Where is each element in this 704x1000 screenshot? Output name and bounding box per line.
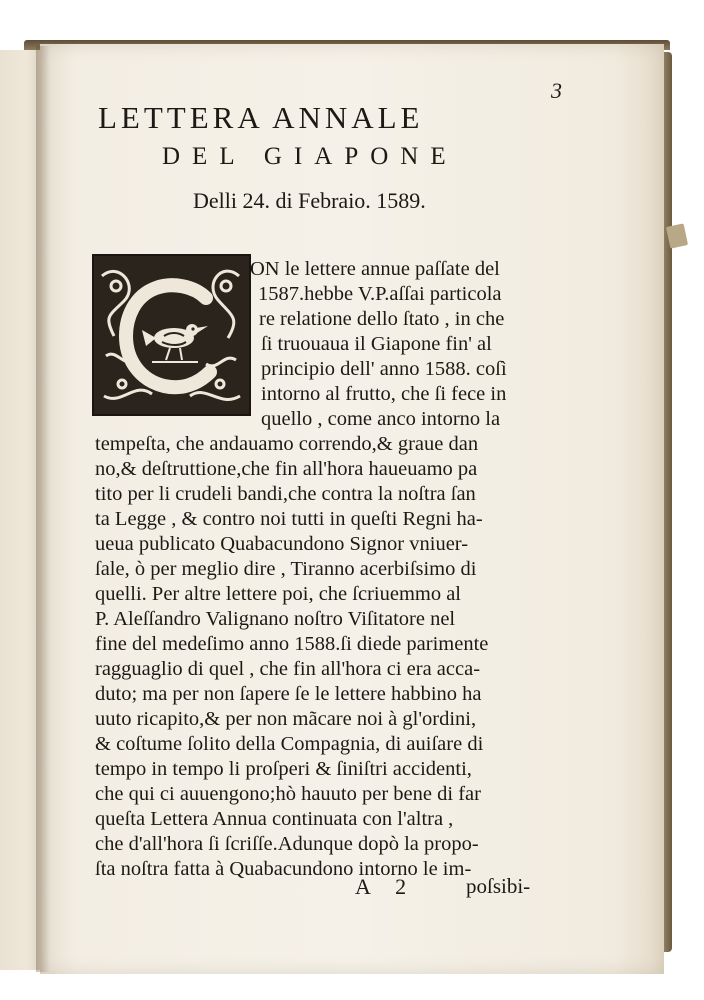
body-line-4: ſi truouaua il Giapone fin' al — [261, 333, 492, 355]
body-line-18: duto; ma per non ſapere ſe le lettere habbino ha — [95, 683, 482, 705]
signature-mark: A 2 — [355, 874, 417, 899]
body-line-16: fine del medeſimo anno 1588.ſi diede parimente — [95, 633, 489, 655]
body-line-11: ta Legge , & contro noi tutti in queſti Regni ha- — [95, 508, 483, 530]
date-line: Delli 24. di Febraio. 1589. — [193, 188, 426, 213]
catchword: poſsibi- — [466, 874, 531, 898]
page-title: LETTERA ANNALE — [98, 100, 424, 135]
body-line-20: & coſtume ſolito della Compagnia, di auiſare di — [95, 733, 484, 755]
body-line-22: che qui ci auuengono;hò hauuto per bene di far — [95, 783, 481, 805]
body-line-1: ON le lettere annue paſſate del — [250, 258, 500, 280]
body-line-12: ueua publicato Quabacundono Signor vniuer- — [95, 533, 469, 555]
body-line-15: P. Aleſſandro Valignano noſtro Viſitatore nel — [95, 608, 456, 630]
body-line-7: quello , come anco intorno la — [261, 408, 501, 430]
body-line-8: tempeſta, che andauamo correndo,& graue dan — [95, 433, 479, 455]
body-line-9: no,& deſtruttione,che fin all'hora haueuamo pa — [95, 458, 478, 480]
body-line-10: tito per li crudeli bandi,che contra la noſtra ſan — [95, 483, 476, 505]
body-line-24: che d'all'hora ſi ſcriſſe.Adunque dopò la propo- — [95, 833, 479, 855]
body-line-6: intorno al frutto, che ſi fece in — [261, 383, 507, 405]
body-line-3: re relatione dello ſtato , in che — [259, 308, 505, 330]
body-line-21: tempo in tempo li proſperi & ſiniſtri accidenti, — [95, 758, 472, 780]
page-number: 3 — [551, 78, 562, 103]
body-line-17: ragguaglio di quel , che fin all'hora ci era acca- — [95, 658, 481, 680]
body-line-25: ſta noſtra fatta à Quabacundono intorno le im- — [95, 858, 472, 880]
body-line-2: 1587.hebbe V.P.aſſai particola — [258, 283, 502, 305]
page-subtitle: DEL GIAPONE — [162, 143, 458, 170]
body-line-13: ſale, ò per meglio dire , Tiranno acerbiſsimo di — [95, 558, 477, 580]
body-line-14: quelli. Per altre lettere poi, che ſcriuemmo al — [95, 583, 462, 605]
body-line-19: uuto ricapito,& per non mãcare noi à gl'ordini, — [95, 708, 477, 730]
body-line-23: queſta Lettera Annua continuata con l'altra , — [95, 808, 454, 830]
body-line-5: principio dell' anno 1588. coſì — [261, 358, 507, 380]
